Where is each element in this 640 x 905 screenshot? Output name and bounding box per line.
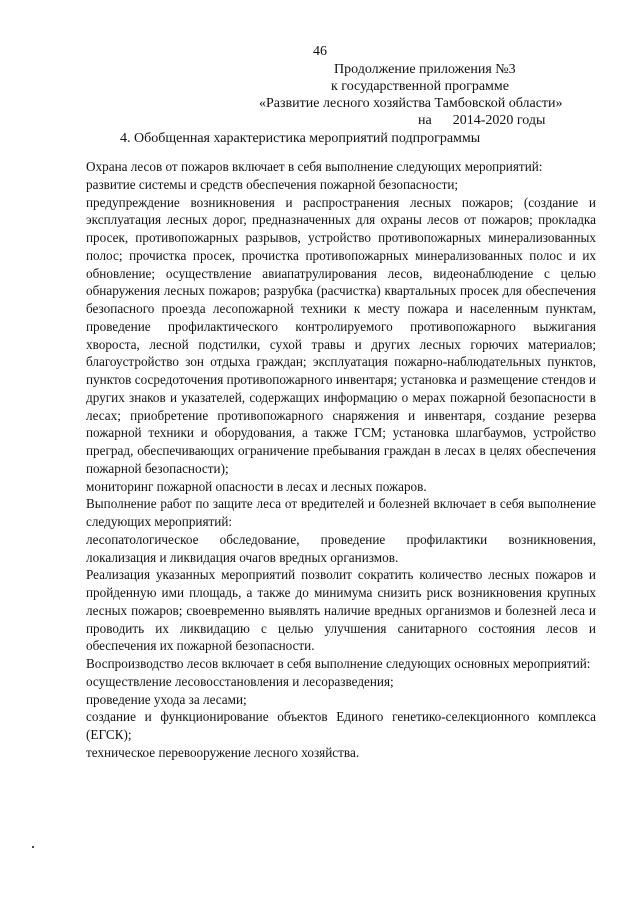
page-number: 46 — [313, 44, 327, 59]
paragraph: проведение ухода за лесами; — [86, 691, 247, 707]
appendix-header-line-1: Продолжение приложения №3 — [334, 62, 516, 77]
paragraph: лесопатологическое обследование, проведение профилактики возникновения, локализация и ликвидация очагов вредных организмов. — [86, 531, 596, 565]
paragraph: развитие системы и средств обеспечения пожарной безопасности; — [86, 176, 459, 192]
paragraph: Выполнение работ по защите леса от вредителей и болезней включает в себя выполнение следующих мероприятий: — [86, 496, 596, 529]
paragraph: создание и функционирование объектов Единого генетико-селекционного комплекса (ЕГСК); — [86, 709, 596, 742]
appendix-header-line-3: «Развитие лесного хозяйства Тамбовской области» — [259, 96, 563, 111]
paragraph: техническое перевооружение лесного хозяйства. — [86, 744, 360, 760]
paragraph: мониторинг пожарной опасности в лесах и лесных пожаров. — [86, 478, 427, 494]
paragraph: Воспроизводство лесов включает в себя выполнение следующих основных мероприятий: — [86, 656, 591, 671]
document-body — [86, 158, 596, 762]
appendix-header-line-2: к государственной программе — [331, 79, 509, 94]
section-title: 4. Обобщенная характеристика мероприятий подпрограммы — [120, 131, 481, 146]
scan-speck — [32, 846, 34, 848]
paragraph: Реализация указанных мероприятий позволит сократить количество лесных пожаров и пройденную ими площадь, а также до минимума снизить риск возникновения крупных лесных пожаров; своевременно выявлять наличие вредных организмов и болезней леса и проводить их ликвидацию с целью улучшения санитарного состояния лесов и обеспечения их пожарной безопасности. — [86, 567, 596, 654]
paragraph: осуществление лесовосстановления и лесоразведения; — [86, 673, 394, 689]
paragraph: Охрана лесов от пожаров включает в себя выполнение следующих мероприятий: — [86, 159, 543, 174]
appendix-header-line-4: на 2014-2020 годы — [418, 113, 546, 128]
paragraph: предупреждение возникновения и распространения лесных пожаров; (создание и эксплуатация лесных дорог, предназначенных для охраны лесов от пожаров; прокладка просек, противопожарных разрывов, устройство противопожарных минерализованных полос; прочистка просек, прочистка противопожарных минерализованных полос и их обновление; осуществление авиапатрулирования лесов, видеонаблюдение с целью обнаружения лесных пожаров; разрубка (расчистка) квартальных просек для обеспечения безопасного проезда лесопожарной техники к месту пожара и населенным пунктам, проведение профилактического контролируемого противопожарного выжигания хвороста, лесной подстилки, сухой травы и других лесных горючих материалов; благоустройство зон отдыха граждан; эксплуатация пожарно-наблюдательных пунктов, пунктов сосредоточения противопожарного инвентаря; установка и размещение стендов и других знаков и указателей, содержащих информацию о мерах пожарной безопасности в лесах; приобретение противопожарного снаряжения и инвентаря, создание резерва пожарной техники и оборудования, а также ГСМ; установка шлагбаумов, устройство преград, обеспечивающих ограничение пребывания граждан в лесах в целях обеспечения пожарной безопасности); — [86, 194, 596, 476]
